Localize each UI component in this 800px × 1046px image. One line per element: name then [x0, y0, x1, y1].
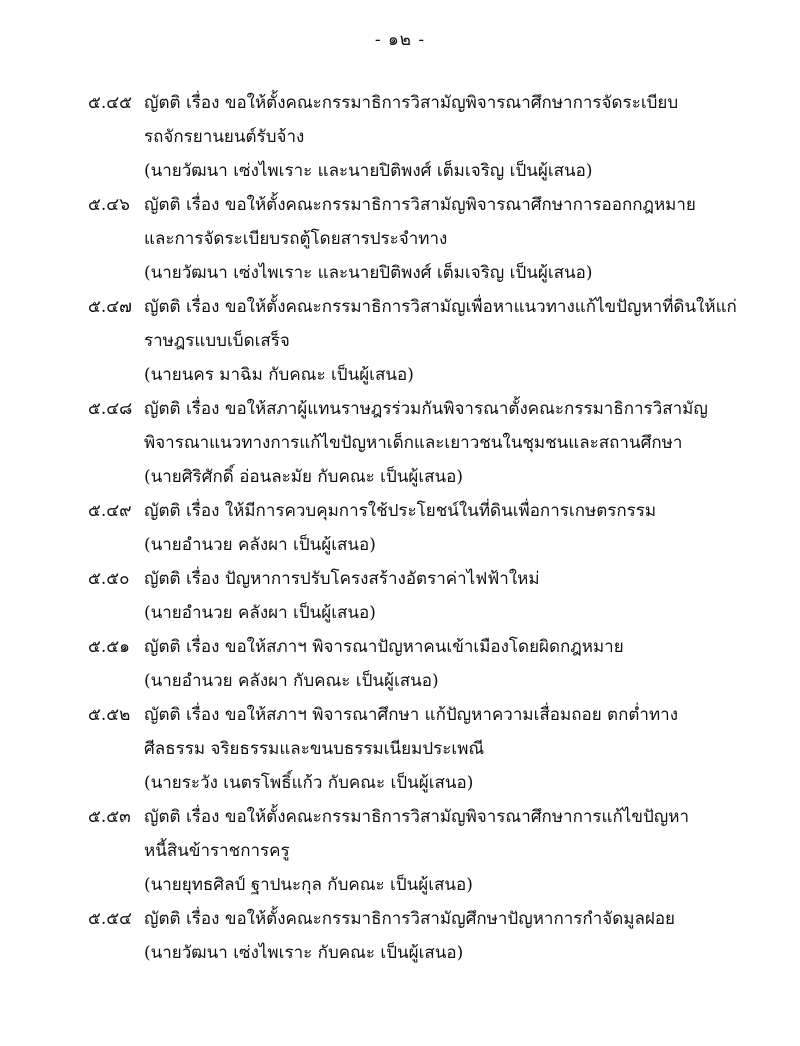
item-proposer: (นายอำนวย คลังผา กับคณะ เป็นผู้เสนอ) — [144, 671, 439, 691]
item-proposer: (นายศิริศักดิ์ อ่อนละมัย กับคณะ เป็นผู้เสนอ) — [144, 467, 463, 487]
item-number: ๕.๔๕ — [88, 93, 133, 113]
agenda-item — [88, 188, 778, 290]
item-body — [144, 698, 778, 800]
item-title-line: ศีลธรรม จริยธรรมและขนบธรรมเนียมประเพณี — [144, 739, 485, 759]
item-number: ๕.๕๐ — [88, 569, 130, 589]
agenda-item — [88, 562, 778, 630]
item-body — [144, 188, 778, 290]
item-body — [144, 392, 778, 494]
agenda-item — [88, 630, 778, 698]
agenda-item — [88, 86, 778, 188]
item-number: ๕.๕๒ — [88, 705, 131, 725]
item-title-line: รถจักรยานยนต์รับจ้าง — [144, 127, 305, 147]
agenda-item — [88, 290, 778, 392]
item-title-line: หนี้สินข้าราชการครู — [144, 841, 290, 861]
item-proposer: (นายยุทธศิลป์ ฐาปนะกุล กับคณะ เป็นผู้เสนอ) — [144, 875, 473, 895]
item-proposer: (นายนคร มาฉิม กับคณะ เป็นผู้เสนอ) — [144, 365, 414, 385]
item-body — [144, 630, 778, 698]
item-title-line: ญัตติ เรื่อง ขอให้สภาฯ พิจารณาศึกษา แก้ปัญหาความเสื่อมถอย ตกต่ำทาง — [144, 705, 679, 725]
item-number: ๕.๔๗ — [88, 297, 132, 317]
item-title-line: ญัตติ เรื่อง ปัญหาการปรับโครงสร้างอัตราค่าไฟฟ้าใหม่ — [144, 569, 540, 589]
item-body — [144, 494, 778, 562]
agenda-item — [88, 392, 778, 494]
item-title-line: ญัตติ เรื่อง ขอให้ตั้งคณะกรรมาธิการวิสามัญพิจารณาศึกษาการแก้ไขปัญหา — [144, 807, 690, 827]
item-body — [144, 562, 778, 630]
item-proposer: (นายระวัง เนตรโพธิ์แก้ว กับคณะ เป็นผู้เสนอ) — [144, 773, 474, 793]
item-title-line: ญัตติ เรื่อง ขอให้สภาผู้แทนราษฎรร่วมกันพิจารณาตั้งคณะกรรมาธิการวิสามัญ — [144, 399, 708, 419]
item-number: ๕.๕๓ — [88, 807, 131, 827]
item-body — [144, 800, 778, 902]
item-body — [144, 290, 778, 392]
agenda-item — [88, 800, 778, 902]
item-number: ๕.๔๘ — [88, 399, 133, 419]
agenda-list — [88, 86, 778, 970]
item-body — [144, 86, 778, 188]
item-body — [144, 902, 778, 970]
item-title-line: ญัตติ เรื่อง ขอให้ตั้งคณะกรรมาธิการวิสามัญพิจารณาศึกษาการจัดระเบียบ — [144, 93, 679, 113]
item-title-line: ราษฎรแบบเบ็ดเสร็จ — [144, 331, 290, 351]
page-number: - ๑๒ - — [374, 30, 426, 50]
agenda-item — [88, 494, 778, 562]
item-title-line: ญัตติ เรื่อง ขอให้ตั้งคณะกรรมาธิการวิสามัญศึกษาปัญหาการกำจัดมูลฝอย — [144, 909, 676, 929]
item-title-line: พิจารณาแนวทางการแก้ไขปัญหาเด็กและเยาวชนในชุมชนและสถานศึกษา — [144, 433, 683, 453]
item-number: ๕.๔๖ — [88, 195, 130, 215]
agenda-item — [88, 698, 778, 800]
item-proposer: (นายอำนวย คลังผา เป็นผู้เสนอ) — [144, 535, 376, 555]
item-number: ๕.๔๙ — [88, 501, 132, 521]
item-title-line: และการจัดระเบียบรถตู้โดยสารประจำทาง — [144, 229, 448, 249]
item-proposer: (นายวัฒนา เซ่งไพเราะ และนายปิติพงศ์ เต็มเจริญ เป็นผู้เสนอ) — [144, 263, 593, 283]
item-proposer: (นายวัฒนา เซ่งไพเราะ และนายปิติพงศ์ เต็มเจริญ เป็นผู้เสนอ) — [144, 161, 593, 181]
item-number: ๕.๕๔ — [88, 909, 133, 929]
item-title-line: ญัตติ เรื่อง ขอให้ตั้งคณะกรรมาธิการวิสามัญพิจารณาศึกษาการออกกฎหมาย — [144, 195, 696, 215]
item-proposer: (นายอำนวย คลังผา เป็นผู้เสนอ) — [144, 603, 376, 623]
item-proposer: (นายวัฒนา เซ่งไพเราะ กับคณะ เป็นผู้เสนอ) — [144, 943, 464, 963]
item-title-line: ญัตติ เรื่อง ขอให้สภาฯ พิจารณาปัญหาคนเข้าเมืองโดยผิดกฎหมาย — [144, 637, 624, 657]
item-title-line: ญัตติ เรื่อง ขอให้ตั้งคณะกรรมาธิการวิสามัญเพื่อหาแนวทางแก้ไขปัญหาที่ดินให้แก่ — [144, 297, 737, 317]
agenda-item — [88, 902, 778, 970]
item-title-line: ญัตติ เรื่อง ให้มีการควบคุมการใช้ประโยชน์ในที่ดินเพื่อการเกษตรกรรม — [144, 501, 657, 521]
item-number: ๕.๕๑ — [88, 637, 130, 657]
